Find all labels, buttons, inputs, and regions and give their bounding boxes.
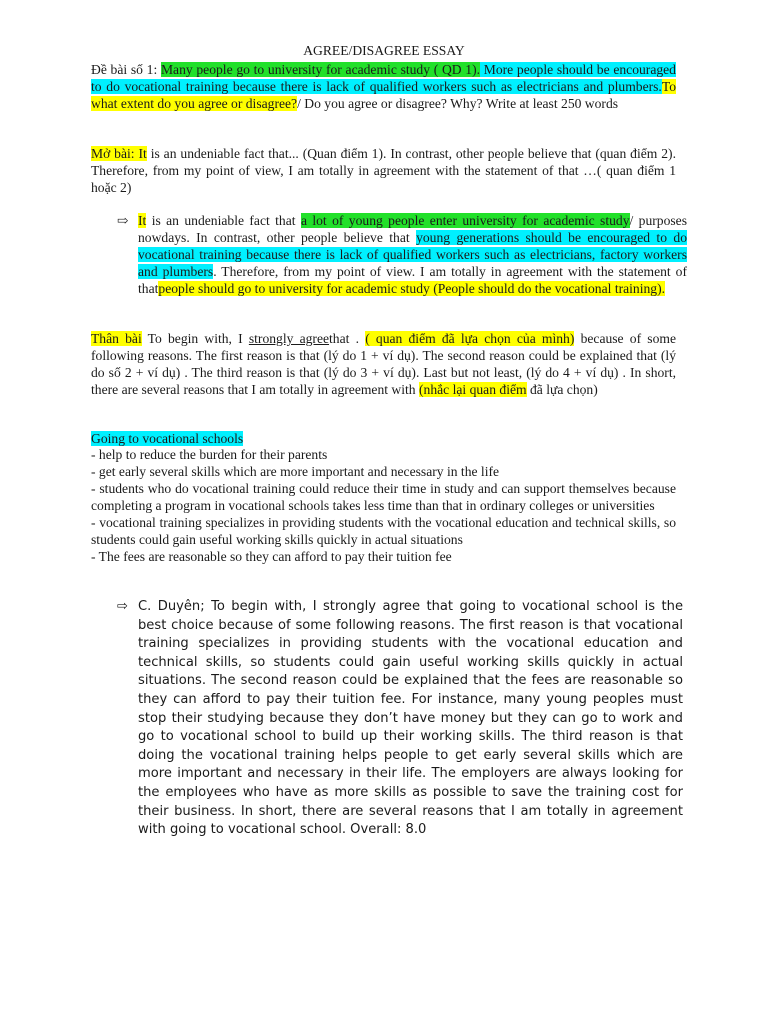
- body-template: [91, 330, 676, 398]
- body-highlight-opinion: ( quan điểm đã lựa chọn của mình): [365, 331, 575, 346]
- document-title: AGREE/DISAGREE ESSAY: [303, 43, 465, 58]
- example-highlight-opinion: people should go to university for academic study (People should do the vocational training).: [158, 281, 666, 296]
- list-item: - vocational training specializes in providing students with the vocational education and technical skills, so students could gain useful working skills quickly in actual situations: [91, 515, 676, 547]
- introduction-example: [117, 212, 687, 297]
- vocational-heading: Going to vocational schools: [91, 431, 244, 446]
- list-item: - help to reduce the burden for their parents: [91, 447, 328, 462]
- essay-prompt: [91, 61, 676, 112]
- body-example-text: C. Duyên; To begin with, I strongly agree that going to vocational school is the best choice because of some following reasons. The first reason is that vocational training specializes in providing students with the vocational education and technical skills, so students could gain useful working skills quickly in actual situations. The second reason could be explained that the fees are reasonable so they can afford to pay their tuition fee. For instance, many young peoples must stop their studying because they don’t have money but they can go to work and go to vocational school to build up their working skills. The third reason is that doing the vocational training helps people to get early several skills which are more important and necessary in their life. The employers are always looking for the employees who have as more skills as possible to save the training cost for their business. In short, there are several reasons that I am totally in agreement with going to vocational school. Overall: 8.0: [138, 599, 683, 838]
- prompt-highlight-question: To what extent do you agree or disagree?: [91, 79, 676, 111]
- prompt-label: Đề bài số 1:: [91, 62, 161, 77]
- example-text-1: is an undeniable fact that: [146, 213, 301, 228]
- body-example: [117, 598, 683, 840]
- example-it: It: [138, 213, 147, 228]
- arrow-right-icon: ⇨: [117, 599, 128, 614]
- arrow-right-icon: ⇨: [117, 213, 129, 228]
- example-text-3: . Therefore, from my point of view. I am totally in agreement with the statement of that: [138, 264, 687, 296]
- introduction-template: [91, 145, 676, 196]
- introduction-example-text: [138, 212, 687, 297]
- prompt-highlight-view1: Many people go to university for academic study ( QD 1).: [160, 62, 481, 77]
- list-item: - students who do vocational training could reduce their time in study and can support themselves because completing a program in vocational schools takes less time than that in ordinary colleges or universities: [91, 481, 676, 513]
- example-highlight-view2: young generations should be encouraged to do vocational training because there is lack of qualified workers such as electricians, factory workers and plumbers: [138, 230, 687, 279]
- body-text-4: đã lựa chọn): [526, 382, 598, 397]
- body-text-2: that .: [329, 331, 366, 346]
- list-item: - The fees are reasonable so they can afford to pay their tuition fee: [91, 549, 452, 564]
- example-highlight-view1: a lot of young people enter university for academic study: [300, 213, 630, 228]
- body-label: Thân bài: [91, 331, 142, 346]
- body-text-1: To begin with, I: [141, 331, 249, 346]
- notes-list: [91, 446, 676, 565]
- section-heading: [91, 430, 676, 447]
- example-text-2: / purposes nowdays. In contrast, other people believe that: [138, 213, 688, 245]
- prompt-highlight-view2: More people should be encouraged to do vocational training because there is lack of qualified workers such as electricians and plumbers.: [91, 62, 676, 94]
- prompt-instructions: / Do you agree or disagree? Why? Write at least 250 words: [297, 96, 619, 111]
- body-highlight-restate: (nhắc lại quan điểm: [419, 382, 527, 397]
- introduction-label: Mở bài: It: [91, 146, 147, 161]
- list-item: - get early several skills which are more important and necessary in the life: [91, 464, 500, 479]
- body-underlined-phrase: strongly agree: [248, 331, 330, 346]
- introduction-text: is an undeniable fact that... (Quan điểm 1). In contrast, other people believe that (quan điểm 2). Therefore, from my point of view, I am totally in agreement with the statement of that …( quan điểm 1 hoặc 2): [91, 146, 676, 195]
- body-text-3: because of some following reasons. The first reason is that (lý do 1 + ví dụ). The second reason could be explained that (lý do số 2 + ví dụ) . The third reason is that (lý do 3 + ví dụ). Last but not least, (lý do 4 + ví dụ) . In short, there are several reasons that I am totally in agreement with: [91, 331, 676, 397]
